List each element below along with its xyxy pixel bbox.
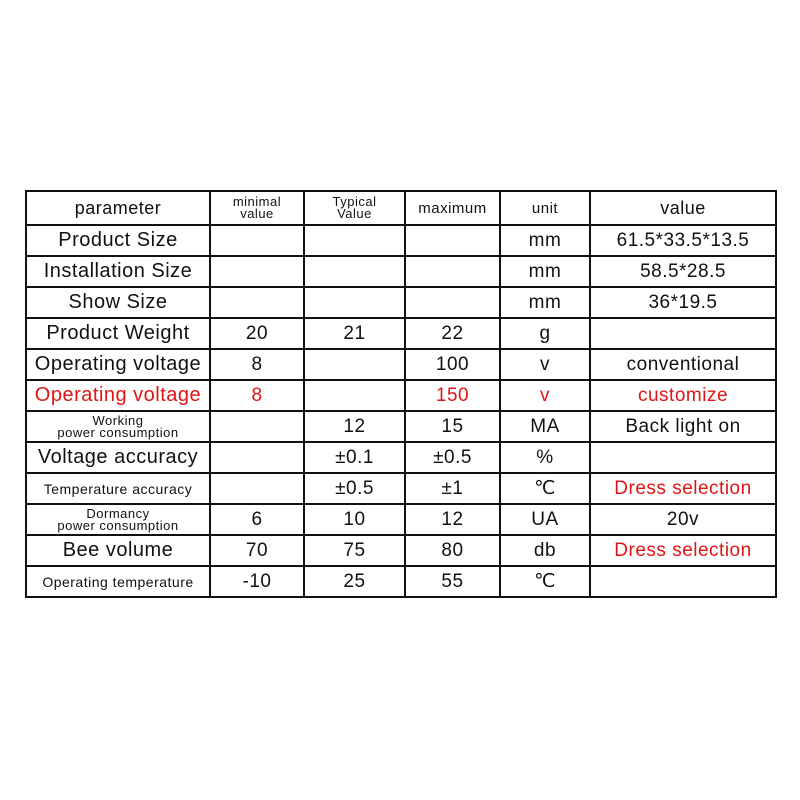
cell-max bbox=[405, 287, 500, 318]
cell-max: 80 bbox=[405, 535, 500, 566]
cell-unit: % bbox=[500, 442, 590, 473]
header-parameter: parameter bbox=[26, 191, 210, 225]
cell-value: conventional bbox=[590, 349, 776, 380]
cell-typ bbox=[304, 256, 405, 287]
cell-value bbox=[590, 566, 776, 597]
cell-value: customize bbox=[590, 380, 776, 411]
cell-typ bbox=[304, 287, 405, 318]
cell-parameter: Operating voltage bbox=[26, 349, 210, 380]
cell-parameter-line1: Dormancy bbox=[86, 505, 150, 521]
cell-min: 8 bbox=[210, 349, 304, 380]
cell-parameter: Voltage accuracy bbox=[26, 442, 210, 473]
cell-parameter: Operating voltage bbox=[26, 380, 210, 411]
table-row bbox=[26, 225, 776, 256]
cell-min: 8 bbox=[210, 380, 304, 411]
cell-typ: 75 bbox=[304, 535, 405, 566]
table-row bbox=[26, 504, 776, 535]
cell-value: Dress selection bbox=[590, 473, 776, 504]
table-row bbox=[26, 411, 776, 442]
header-typical-value bbox=[304, 191, 405, 225]
cell-unit: v bbox=[500, 380, 590, 411]
header-typical-line2: Value bbox=[337, 206, 372, 221]
cell-typ: 10 bbox=[304, 504, 405, 535]
cell-typ bbox=[304, 225, 405, 256]
cell-typ: ±0.1 bbox=[304, 442, 405, 473]
header-value: value bbox=[590, 191, 776, 225]
cell-parameter bbox=[26, 411, 210, 442]
header-minimal-value bbox=[210, 191, 304, 225]
cell-parameter: Product Size bbox=[26, 225, 210, 256]
cell-max: 15 bbox=[405, 411, 500, 442]
cell-parameter: Product Weight bbox=[26, 318, 210, 349]
cell-parameter: Show Size bbox=[26, 287, 210, 318]
cell-typ bbox=[304, 349, 405, 380]
table-row bbox=[26, 566, 776, 597]
cell-unit: mm bbox=[500, 287, 590, 318]
table-row bbox=[26, 535, 776, 566]
cell-parameter: Operating temperature bbox=[26, 566, 210, 597]
cell-typ: 25 bbox=[304, 566, 405, 597]
cell-value: 36*19.5 bbox=[590, 287, 776, 318]
cell-parameter-line2: power consumption bbox=[57, 517, 179, 533]
cell-max: ±1 bbox=[405, 473, 500, 504]
cell-min bbox=[210, 473, 304, 504]
cell-parameter: Temperature accuracy bbox=[26, 473, 210, 504]
cell-max bbox=[405, 225, 500, 256]
cell-value bbox=[590, 318, 776, 349]
cell-unit: MA bbox=[500, 411, 590, 442]
cell-value bbox=[590, 442, 776, 473]
cell-min bbox=[210, 442, 304, 473]
cell-typ: 21 bbox=[304, 318, 405, 349]
cell-parameter-line1: Working bbox=[92, 412, 144, 428]
cell-min: 70 bbox=[210, 535, 304, 566]
cell-unit: db bbox=[500, 535, 590, 566]
cell-unit: mm bbox=[500, 256, 590, 287]
table-header-row bbox=[26, 191, 776, 225]
cell-unit: mm bbox=[500, 225, 590, 256]
cell-min bbox=[210, 411, 304, 442]
cell-unit: ℃ bbox=[500, 566, 590, 597]
cell-max: 55 bbox=[405, 566, 500, 597]
header-minimal-line1: minimal bbox=[232, 194, 282, 209]
cell-value: 61.5*33.5*13.5 bbox=[590, 225, 776, 256]
cell-max: ±0.5 bbox=[405, 442, 500, 473]
cell-unit: g bbox=[500, 318, 590, 349]
cell-value: 20v bbox=[590, 504, 776, 535]
table-row bbox=[26, 287, 776, 318]
cell-min bbox=[210, 287, 304, 318]
cell-typ: ±0.5 bbox=[304, 473, 405, 504]
cell-min: 6 bbox=[210, 504, 304, 535]
table-row bbox=[26, 318, 776, 349]
cell-max: 12 bbox=[405, 504, 500, 535]
cell-max: 100 bbox=[405, 349, 500, 380]
cell-parameter bbox=[26, 504, 210, 535]
header-minimal-line2: value bbox=[240, 206, 274, 221]
cell-value: Back light on bbox=[590, 411, 776, 442]
header-unit: unit bbox=[500, 191, 590, 225]
header-maximum: maximum bbox=[405, 191, 500, 225]
cell-unit: v bbox=[500, 349, 590, 380]
table-row bbox=[26, 349, 776, 380]
cell-max: 150 bbox=[405, 380, 500, 411]
cell-value: Dress selection bbox=[590, 535, 776, 566]
spec-table bbox=[25, 190, 777, 598]
cell-min bbox=[210, 256, 304, 287]
cell-max: 22 bbox=[405, 318, 500, 349]
cell-parameter: Installation Size bbox=[26, 256, 210, 287]
cell-value: 58.5*28.5 bbox=[590, 256, 776, 287]
cell-unit: UA bbox=[500, 504, 590, 535]
cell-parameter-line2: power consumption bbox=[57, 424, 179, 440]
cell-min: 20 bbox=[210, 318, 304, 349]
cell-min: -10 bbox=[210, 566, 304, 597]
table-row bbox=[26, 473, 776, 504]
cell-min bbox=[210, 225, 304, 256]
cell-typ bbox=[304, 380, 405, 411]
table-row bbox=[26, 256, 776, 287]
cell-parameter: Bee volume bbox=[26, 535, 210, 566]
table-row bbox=[26, 442, 776, 473]
cell-typ: 12 bbox=[304, 411, 405, 442]
table-row-highlighted bbox=[26, 380, 776, 411]
cell-max bbox=[405, 256, 500, 287]
header-typical-line1: Typical bbox=[332, 194, 377, 209]
cell-unit: ℃ bbox=[500, 473, 590, 504]
